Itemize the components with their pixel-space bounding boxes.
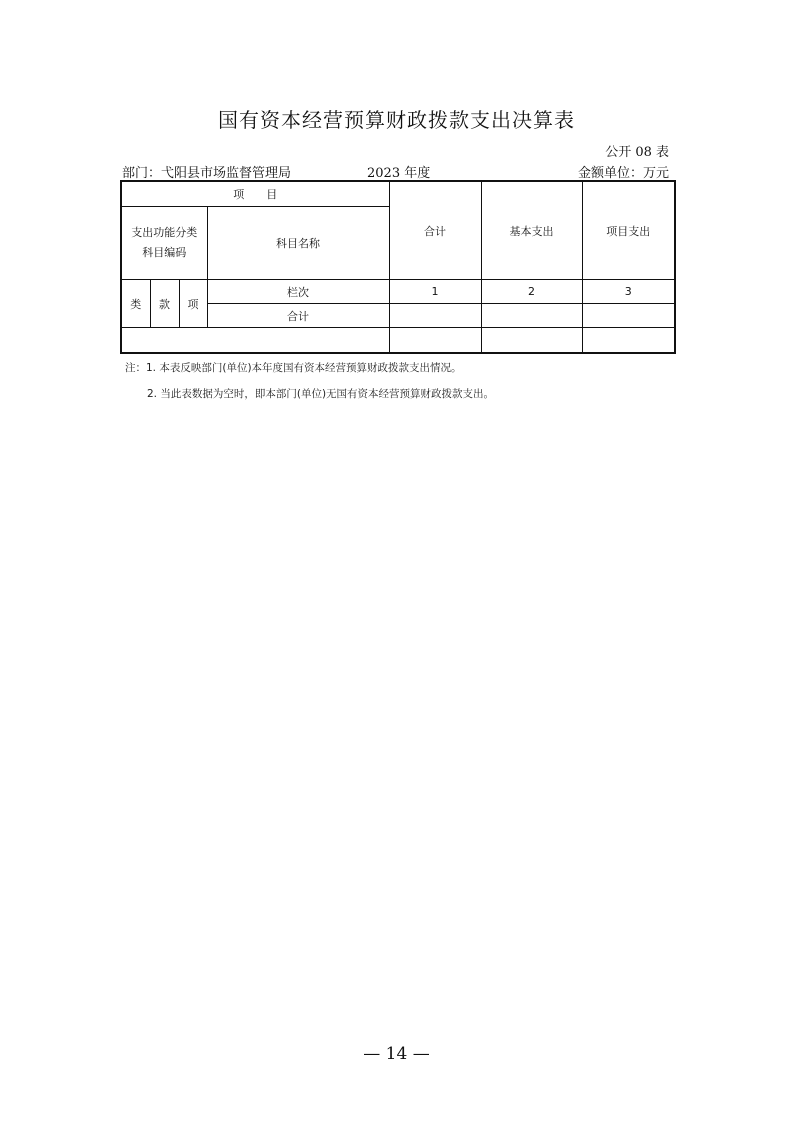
empty-cell-total [389,328,481,354]
seq-value-basic: 2 [481,280,582,304]
seq-value-total: 1 [389,280,481,304]
col-basic-header: 基本支出 [481,181,582,280]
seq-value-project: 3 [582,280,675,304]
func-class-header [121,207,207,280]
empty-cell-basic [481,328,582,354]
empty-cell-subject [121,328,389,354]
seq-label: 栏次 [207,280,389,304]
empty-row [121,328,675,354]
table-header-row [121,181,675,207]
code-xiang: 项 [179,280,207,328]
item-header: 项 目 [121,181,389,207]
fiscal-year: 2023 年度 [367,166,431,181]
func-class-line2: 科目编码 [142,246,187,259]
empty-cell-project [582,328,675,354]
col-project-header: 项目支出 [582,181,675,280]
subject-name-header: 科目名称 [207,207,389,280]
code-lei: 类 [121,280,150,328]
notes [125,361,494,413]
total-cell-basic [481,304,582,328]
document-title: 国有资本经营预算财政拨款支出决算表 [218,108,575,132]
total-cell-total [389,304,481,328]
code-kuan: 款 [150,280,179,328]
table-number: 公开 08 表 [605,145,669,160]
total-cell-project [582,304,675,328]
total-label: 合计 [207,304,389,328]
func-class-line1: 支出功能分类 [131,226,198,239]
col-total-header: 合计 [389,181,481,280]
budget-table [120,180,676,354]
amount-unit: 金额单位：万元 [577,166,669,181]
note-2: 2. 当此表数据为空时，即本部门(单位)无国有资本经营预算财政拨款支出。 [147,388,495,400]
department-label: 部门：弋阳县市场监督管理局 [122,166,292,181]
page-number: — 14 — [363,1044,430,1064]
note-1: 注：1. 本表反映部门(单位)本年度国有资本经营预算财政拨款支出情况。 [125,362,462,374]
seq-row [121,280,675,304]
